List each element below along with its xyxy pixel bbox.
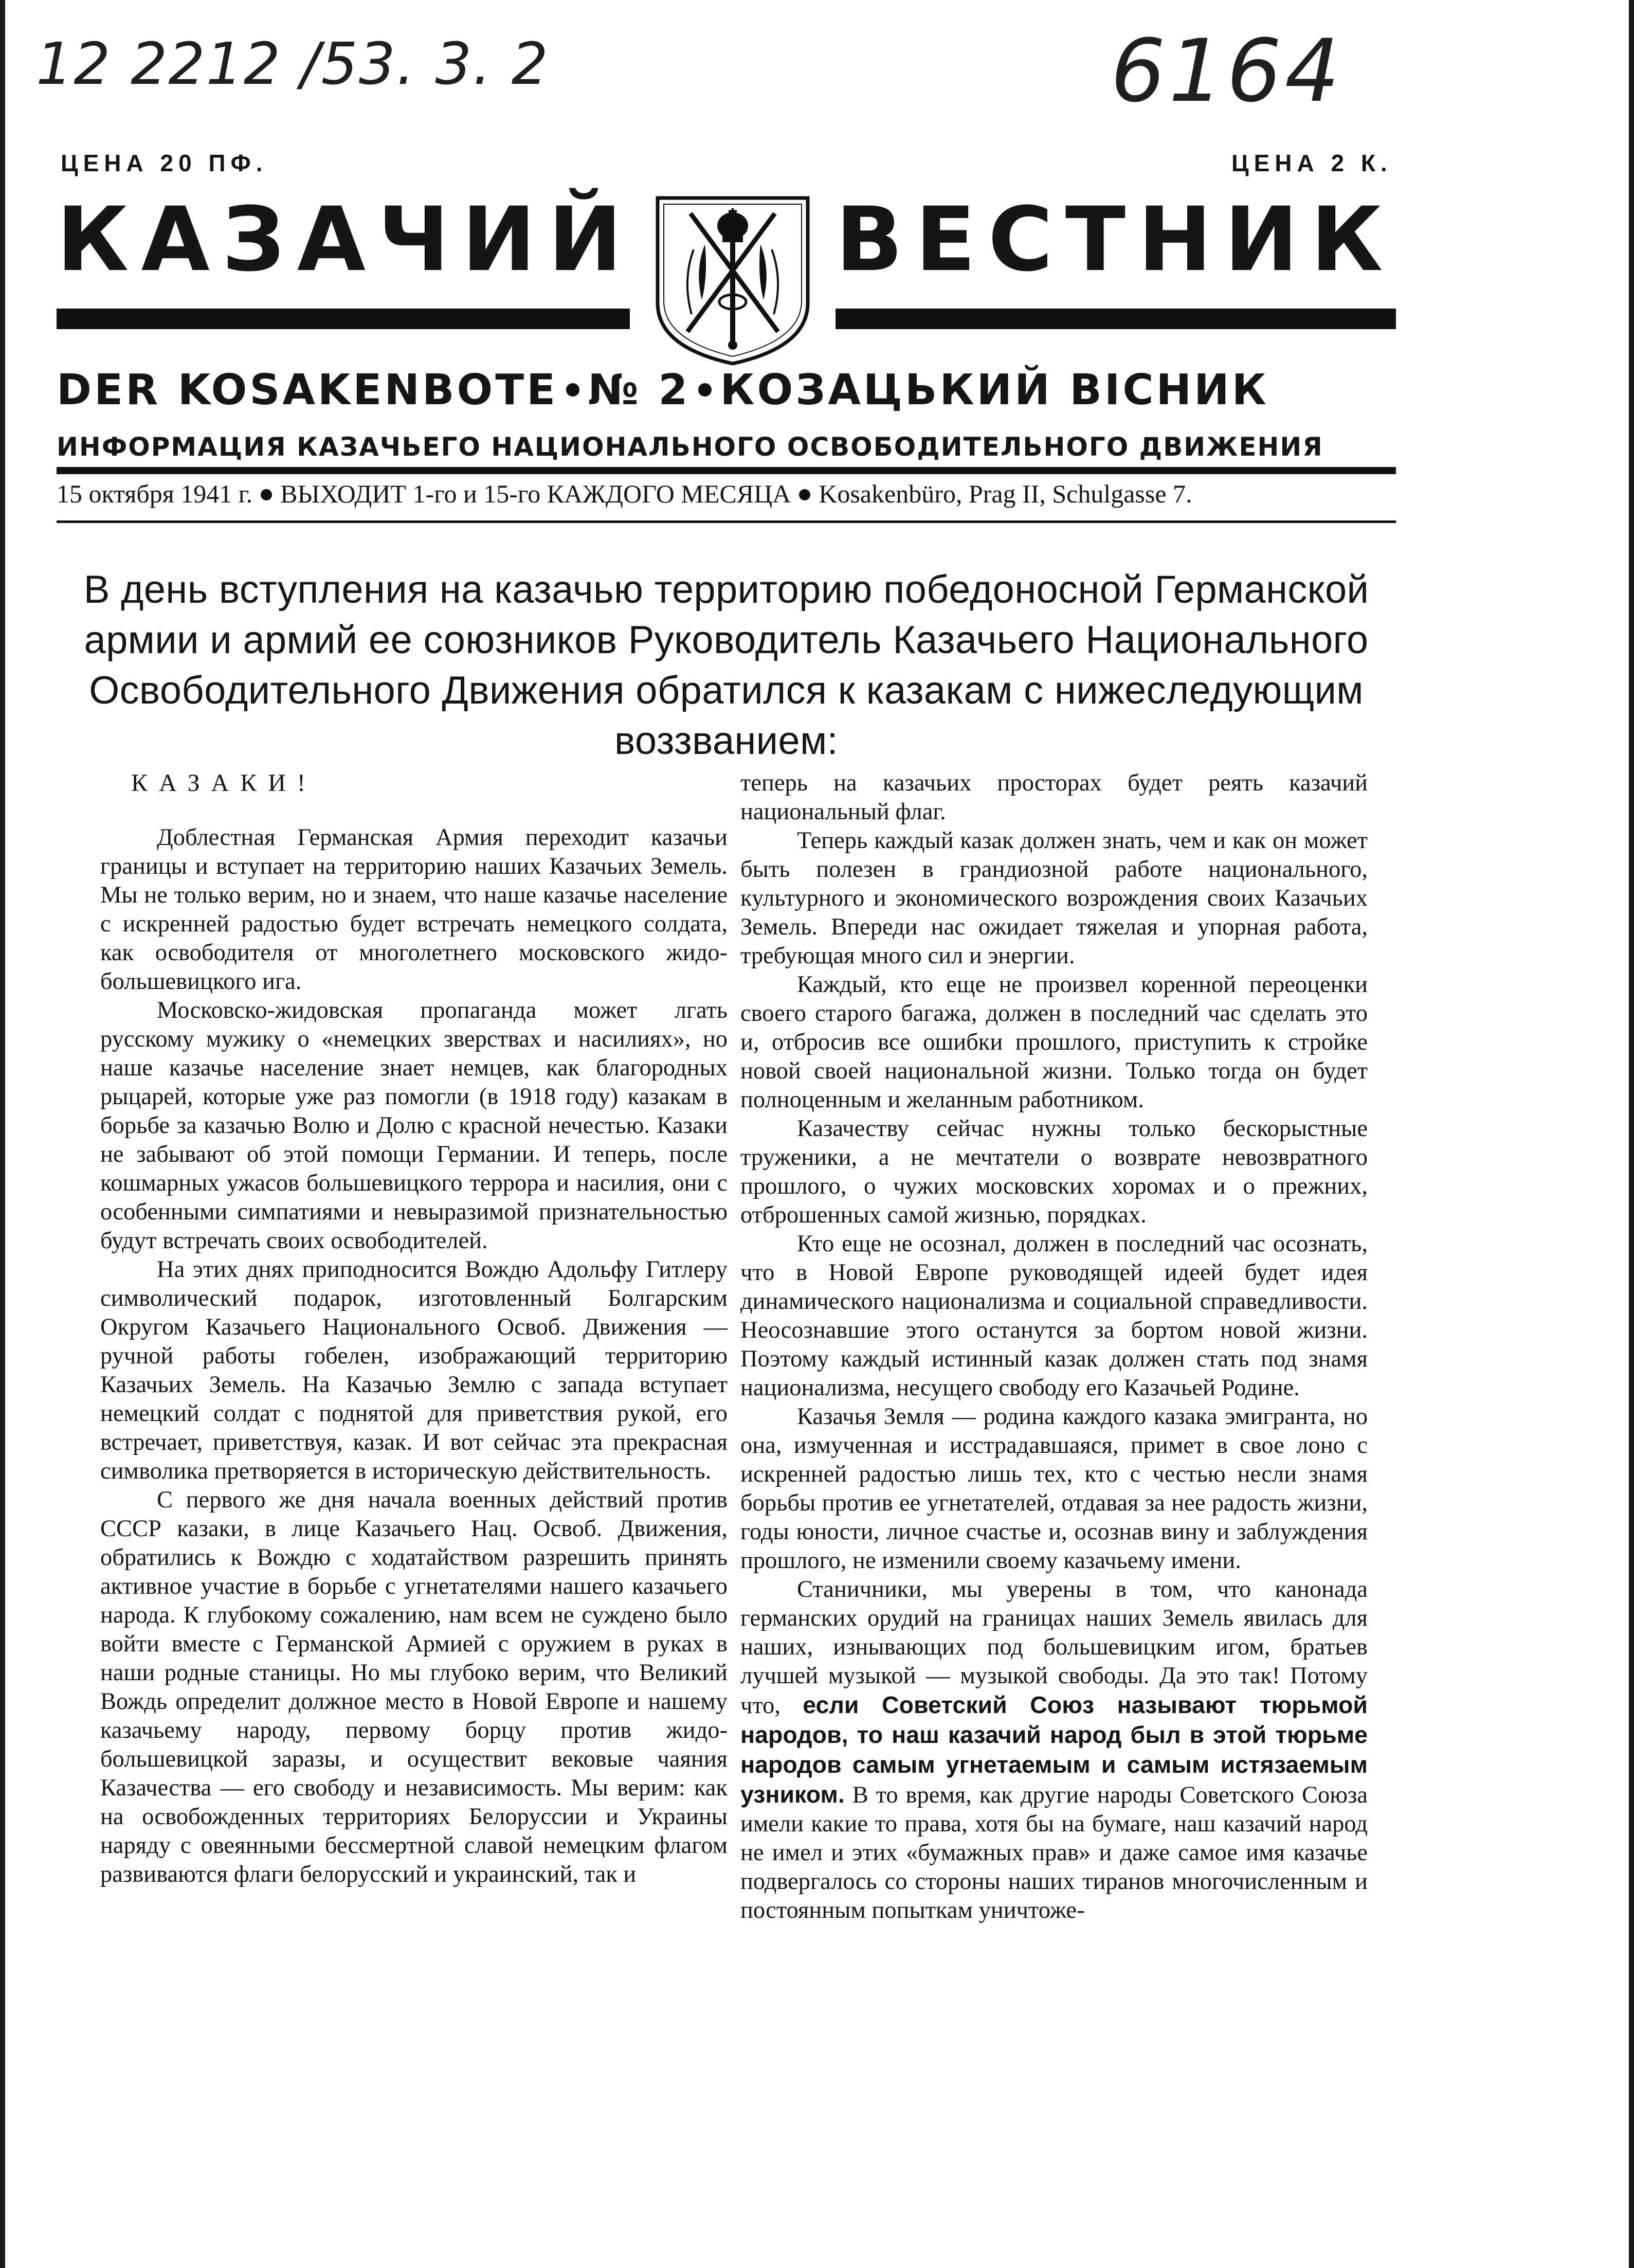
paragraph-text: Станичники, мы уверены в том, что канонада германских орудий на границах наших Земель явилась для наших, изнывающих под большевицким игом, братьев лучшей музыкой — музыкой свободы. Да это так! Потому что,: [740, 1576, 1368, 1719]
bullet: [799, 489, 810, 500]
price-left: ЦЕНА 20 ПФ.: [61, 150, 268, 176]
paragraph: Теперь каждый казак должен знать, чем и как он может быть полезен в грандиозной работе национального, культурного и экономического возрождения своих Казачьих Земель. Впереди нас ожидает тяжелая и упорная работа, требующая много сил и энергии.: [740, 827, 1368, 969]
ukrainian-title: КОЗАЦЬКИЙ ВІСНИК: [720, 366, 1269, 415]
dateline: [57, 479, 1396, 509]
price-right: ЦЕНА 2 К.: [1231, 150, 1392, 176]
emphasized-text: если Советский Союз называют тюрьмой народов, то наш казачий народ был в этой тюрьме народов самым угнетаемым и самым истязаемым узником.: [740, 1691, 1368, 1808]
bullet: [261, 489, 272, 500]
separator-dot: [698, 383, 712, 397]
paragraph: Казачеству сейчас нужны только бескорыстные труженики, а не мечтатели о возврате невозвратного прошлого, о чужих московских хоромах и о прежних, отброшенных самой жизнью, порядках.: [740, 1115, 1368, 1228]
article-column-right: [740, 769, 1368, 1925]
paragraph-continuation: теперь на казачьих просторах будет реять казачий национальный флаг.: [740, 770, 1368, 825]
scan-edge-left: [0, 0, 5, 2268]
paragraph: С первого же дня начала военных действий против СССР казаки, в лице Казачьего Нац. Освоб. Движения, обратились к Вождю с ходатайством разрешить принять активное участие в борьбе с угнетателями нашего казачьего народа. К глубокому сожалению, нам всем не суждено было войти вместе с Германской Армией с оружием в руках в наши родные станицы. Но мы глубоко верим, что Великий Вождь определит должное место в Новой Европе и нашему казачьему народу, первому борцу против жидо-большевицкой заразы, и осуществит вековые чаяния Казачества — его свободу и независимость. Мы верим: как на освобожденных территориях Белоруссии и Украины наряду с овеянными бессмертной славой немецким флагом развиваются флаги белорусский и украинский, так и: [100, 1487, 728, 1887]
title-underline-left: [57, 309, 630, 329]
article-headline: В день вступления на казачью территорию победоносной Германской армии и армий ее союзников Руководитель Казачьего Национального Освободительного Движения обратился к казакам с нижеследующим воззванием:: [83, 568, 1369, 763]
archive-mark-right: 6164: [1111, 21, 1343, 121]
title-left: КАЗАЧИЙ: [57, 188, 634, 291]
paragraph-last: [740, 1575, 1368, 1925]
masthead-rule-thin: [57, 520, 1396, 523]
masthead-rule-thick: [57, 467, 1396, 474]
publication-frequency: ВЫХОДИТ 1-го и 15-го КАЖДОГО МЕСЯЦА: [280, 479, 791, 508]
paragraph: Казачья Земля — родина каждого казака эмигранта, но она, измученная и исстрадавшаяся, примет в свое лоно с искренней радостью лишь тех, кто с честью несли знамя борьбы против ее угнетателей, отдавая за нее радость жизни, годы юности, личное счастье и, осознав вину и заблуждения прошлого, не изменили своему казачьему имени.: [740, 1403, 1368, 1574]
separator-dot: [566, 383, 579, 397]
paragraph: Доблестная Германская Армия переходит казачьи границы и вступает на территорию наших Казачьих Земель. Мы не только верим, но и знаем, что наше казачье население с искренней радостью будет встречать немецкого солдата, как освободителя от многолетнего московского жидо-большевицкого ига.: [100, 824, 728, 995]
paragraph: Кто еще не осознал, должен в последний час осознать, что в Новой Европе руководящей идеей будет идея динамического национализма и социальной справедливости. Неосознавшие этого останутся за бортом новой жизни. Поэтому каждый истинный казак должен стать под знамя национализма, несущего свободу его Казачьей Родине.: [740, 1231, 1368, 1401]
paragraph-text: В то время, как другие народы Советского Союза имели какие то права, хотя бы на бумаге, наш казачий народ не имел и этих «бумажных прав» и даже самое имя казачье подвергалось со стороны наших тиранов многочисленным и постоянным попыткам уничтоже-: [740, 1782, 1368, 1923]
paragraph: На этих днях приподносится Вождю Адольфу Гитлеру символический подарок, изготовленный Болгарским Округом Казачьего Национального Освоб. Движения — ручной работы гобелен, изображающий территорию Казачьих Земель. На Казачью Землю с запада вступает немецкий солдат с поднятой для приветствия рукой, его встречает, приветствуя, казак. И вот сейчас эта прекрасная символика претворяется в историческую действительность.: [100, 1256, 728, 1484]
salutation: КАЗАКИ!: [131, 769, 317, 797]
archive-mark-left: 12 2212 /53. 3. 2: [36, 31, 549, 98]
paragraph: Каждый, кто еще не произвел коренной переоценки своего старого багажа, должен в последний час сделать это и, отбросив все ошибки прошлого, приступить к стройке новой своей национальной жизни. Только тогда он будет полноценным и желанным работником.: [740, 971, 1368, 1113]
cossack-coat-of-arms-emblem: [650, 193, 815, 368]
german-title: DER KOSAKENBOTE: [57, 366, 558, 415]
title-underline-right: [836, 309, 1396, 329]
title-right: ВЕСТНИК: [836, 188, 1395, 291]
office-address: Kosakenbüro, Prag II, Schulgasse 7.: [819, 479, 1192, 508]
tagline: ИНФОРМАЦИЯ КАЗАЧЬЕГО НАЦИОНАЛЬНОГО ОСВОБОДИТЕЛЬНОГО ДВИЖЕНИЯ: [57, 432, 1323, 462]
article-column-left: [100, 769, 728, 1889]
subtitle-line: [57, 366, 1396, 415]
scan-edge-right: [1629, 0, 1634, 2268]
issue-number: № 2: [588, 366, 691, 415]
issue-date: 15 октября 1941 г.: [57, 479, 253, 508]
paragraph: Московско-жидовская пропаганда может лгать русскому мужику о «немецких зверствах и насилиях», но наше казачье население знает немцев, как благородных рыцарей, которые уже раз помогли (в 1918 году) казакам в борьбе за казачью Волю и Долю с красной нечестью. Казаки не забывают об этой помощи Германии. И теперь, после кошмарных ужасов большевицкого террора и насилия, они с особенными симпатиями и невыразимой признательностью будут встречать своих освободителей.: [100, 997, 728, 1254]
